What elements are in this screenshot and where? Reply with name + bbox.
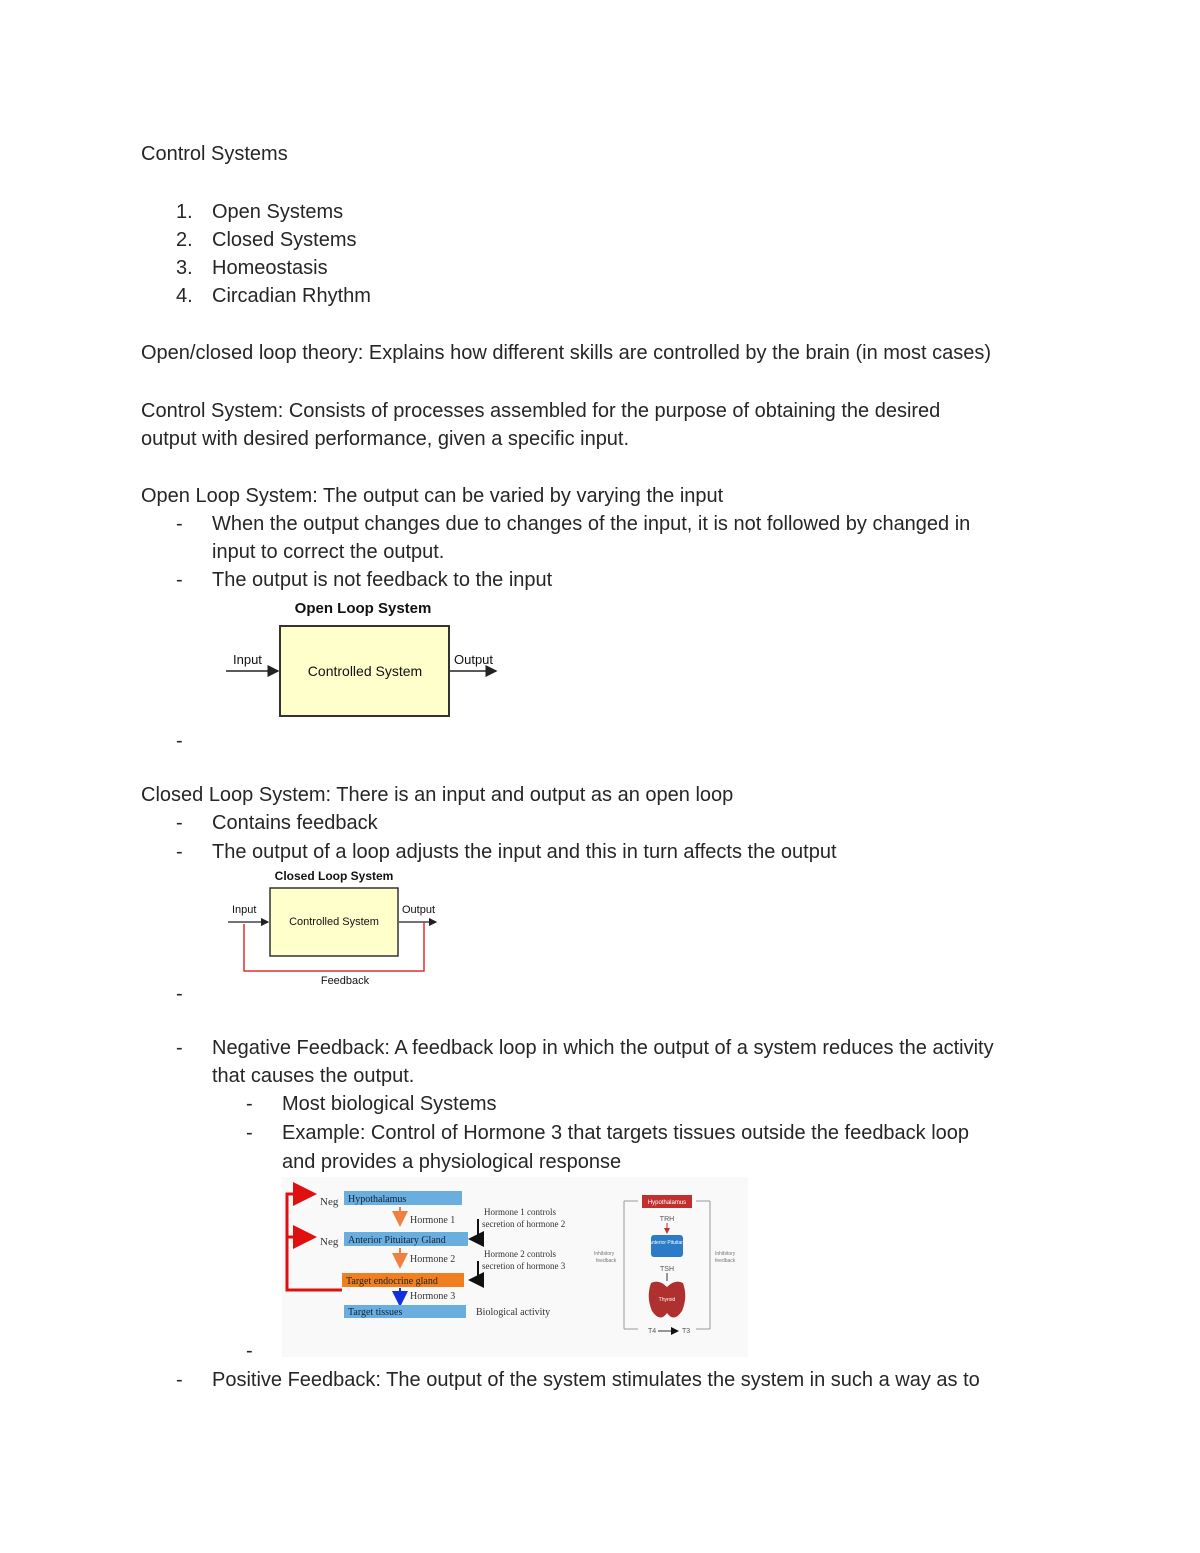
- closed-bullet-1: Contains feedback: [212, 812, 378, 834]
- svg-text:Inhibitory: Inhibitory: [715, 1251, 736, 1257]
- feedback-label: Feedback: [320, 975, 370, 987]
- target-gland-label: Target endocrine gland: [346, 1276, 438, 1287]
- input-label: Input: [233, 652, 262, 667]
- open-loop-heading: Open Loop System: The output can be varied by varying the input: [141, 485, 724, 507]
- svg-text:T4: T4: [648, 1328, 657, 1335]
- list-number: 4.: [176, 285, 193, 307]
- open-diagram-title: Open Loop System: [294, 600, 432, 617]
- positive-feedback: Positive Feedback: The output of the system stimulates the system in such a way as to: [212, 1369, 980, 1391]
- svg-text:feedback: feedback: [715, 1258, 736, 1264]
- bullet-dash: -: [246, 1340, 253, 1362]
- bullet-dash: -: [176, 1037, 183, 1059]
- list-number: 2.: [176, 229, 193, 251]
- target-tissues-label: Target tissues: [348, 1307, 403, 1318]
- paragraph-loop-theory: Open/closed loop theory: Explains how different skills are controlled by the brain (in most cases): [141, 342, 992, 364]
- bullet-dash: -: [246, 1093, 253, 1115]
- svg-text:Hormone 1 controls: Hormone 1 controls: [484, 1207, 556, 1217]
- neg-subbullet-2-cont: and provides a physiological response: [282, 1151, 622, 1173]
- paragraph-control-system: Control System: Consists of processes assembled for the purpose of obtaining the desired: [141, 400, 941, 422]
- list-number: 1.: [176, 201, 193, 223]
- controlled-system-label: Controlled System: [307, 663, 423, 679]
- list-item: Circadian Rhythm: [212, 285, 371, 307]
- list-item: Open Systems: [212, 201, 344, 223]
- bullet-dash: -: [176, 569, 183, 591]
- bullet-dash: -: [176, 1369, 183, 1391]
- open-loop-diagram: [220, 595, 510, 725]
- svg-text:secretion of hormone 3: secretion of hormone 3: [482, 1261, 566, 1271]
- negative-feedback: Negative Feedback: A feedback loop in which the output of a system reduces the activity: [212, 1037, 994, 1059]
- bullet-dash: -: [176, 513, 183, 535]
- neg-label-1: Neg: [320, 1196, 339, 1208]
- anterior-pituitary-label: Anterior Pituitary Gland: [348, 1235, 446, 1246]
- bullet-dash: -: [176, 730, 183, 752]
- bullet-dash: -: [176, 812, 183, 834]
- open-bullet-1: When the output changes due to changes of the input, it is not followed by changed in: [212, 513, 971, 535]
- hypothalamus-label: Hypothalamus: [348, 1194, 407, 1205]
- paragraph-control-system-cont: output with desired performance, given a specific input.: [141, 428, 630, 450]
- output-label: Output: [402, 904, 436, 916]
- closed-diagram-title: Closed Loop System: [274, 869, 394, 883]
- list-item: Homeostasis: [212, 257, 328, 279]
- svg-text:Hypothalamus: Hypothalamus: [647, 1200, 687, 1206]
- svg-text:Hormone 2 controls: Hormone 2 controls: [484, 1249, 556, 1259]
- negative-feedback-cont: that causes the output.: [212, 1065, 415, 1087]
- hormone-3-label: Hormone 3: [410, 1291, 456, 1302]
- open-bullet-1-cont: input to correct the output.: [212, 541, 445, 563]
- svg-text:feedback: feedback: [596, 1258, 617, 1264]
- neg-subbullet-1: Most biological Systems: [282, 1093, 497, 1115]
- closed-bullet-2: The output of a loop adjusts the input and this in turn affects the output: [212, 841, 837, 863]
- hormone-feedback-diagram: [282, 1177, 748, 1357]
- biological-activity-label: Biological activity: [476, 1307, 551, 1318]
- closed-loop-diagram: [222, 866, 442, 990]
- open-bullet-2: The output is not feedback to the input: [212, 569, 553, 591]
- bullet-dash: -: [176, 841, 183, 863]
- neg-subbullet-2: Example: Control of Hormone 3 that targets tissues outside the feedback loop: [282, 1122, 970, 1144]
- svg-text:Inhibitory: Inhibitory: [594, 1251, 615, 1257]
- input-label: Input: [232, 904, 257, 916]
- bullet-dash: -: [246, 1122, 253, 1144]
- svg-text:T3: T3: [682, 1328, 691, 1335]
- bullet-dash: -: [176, 983, 183, 1005]
- svg-text:TRH: TRH: [659, 1216, 675, 1223]
- svg-text:secretion of hormone 2: secretion of hormone 2: [482, 1219, 566, 1229]
- neg-label-2: Neg: [320, 1236, 339, 1248]
- output-label: Output: [454, 652, 494, 667]
- thyroid-pituitary-box: [651, 1235, 683, 1257]
- closed-loop-heading: Closed Loop System: There is an input and output as an open loop: [141, 784, 734, 806]
- page-title: Control Systems: [141, 143, 288, 165]
- hormone-1-label: Hormone 1: [410, 1215, 456, 1226]
- hormone-2-label: Hormone 2: [410, 1254, 456, 1265]
- list-item: Closed Systems: [212, 229, 357, 251]
- controlled-system-label: Controlled System: [289, 916, 379, 928]
- list-number: 3.: [176, 257, 193, 279]
- svg-text:TSH: TSH: [660, 1266, 674, 1273]
- svg-text:Thyroid: Thyroid: [658, 1297, 676, 1303]
- svg-text:Anterior Pituitary: Anterior Pituitary: [648, 1240, 686, 1246]
